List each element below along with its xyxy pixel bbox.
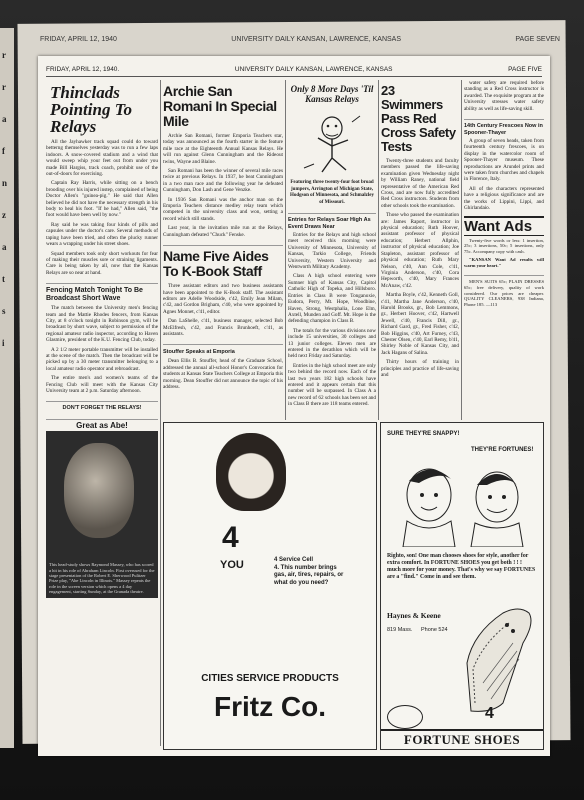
column-4 (381, 80, 459, 420)
shoe-ad-phone: Phone 524 (421, 627, 448, 633)
column-5 (464, 80, 544, 420)
masthead-date: FRIDAY, APRIL 12, 1940. (46, 65, 120, 73)
shoe-ad-store: Haynes & Keene (387, 611, 441, 620)
article-paragraph: Class A high school entering were Sumner high of Kansas City, Capitol Catholic High of Topeka, and Hillsboro. Entries in Class B were Tonganoxie, Eudora, Perry, Mt. Hope, Woodbine, Haven, Strong, Westphalia, Lone Elm, Axtell, Munden and Goff. Mt. Hope is the defending champion in Class B. (288, 273, 376, 325)
edge-letter: f (2, 146, 5, 156)
article-paragraph: Last year, in the invitation mile run at the Relays, Cunningham defeated "Chuck" Fenske. (163, 225, 283, 238)
divider (46, 397, 158, 402)
article-paragraph: All of the characters represented have a religious significance and are the works of Lippini, Lippi, and Ghirlandaio. (464, 185, 544, 212)
edge-letter: t (2, 274, 5, 284)
edge-letter: i (2, 338, 5, 348)
divider (163, 241, 283, 246)
article-paragraph: Martha Boyle, c'42, Kenneth Goll, c'41, Martha Jane Anderson, c'40, Harold Brooks, gr., Bob Lemmons, gr., Herbert Hoover, c'42, Hartwell Jewell, c'40, Francis Dill, gr., Richard Gard, gr., Fred Fisher, c'42, Bob Higgins, c'40, Art Furney, c'43, Chester Olsen, c'40, Earl Remy, b'41, Shirley Noble of Kansas City, and Jack Hagans of Salina. (381, 292, 459, 356)
ad-you: YOU (220, 559, 244, 571)
subheadline-frescoes: 14th Century Frescoes Now in Spooner-Thayer (464, 123, 543, 136)
portrait-face (64, 443, 134, 538)
underlying-date: FRIDAY, APRIL 12, 1940 (40, 36, 117, 43)
column-1 (46, 80, 158, 748)
cartoon-caption: Featuring three twenty-four foot broad jumpers, Arrington of Michigan State, Hodgson of Minnesota, and Schmalzley of Missouri. (289, 180, 375, 205)
article-paragraph: Those who passed the examination are: James Raport, instructor in physical education; Ruth Hoover, assistant professor of physical education; Herbert Allphin, instructor of physical education; Joe Stapleton, assistant professor of physical education; Ruth Mary Nelson, c'40, Ann Cole, c'41, Virginia Anderson, c'40, Cora Hepworth, c'40, Mary Frances McAnaw, c'42. (381, 212, 459, 289)
headline-swimmers: 23 Swimmers Pass Red Cross Safety Tests (381, 83, 456, 154)
divider (464, 115, 544, 120)
edge-letter: n (2, 178, 8, 188)
shoe-ad-brand: FORTUNE SHOES (381, 729, 543, 749)
subheadline-fencing: Fencing Match Tonight To Be Broadcast Short Wave (46, 287, 143, 303)
masthead (46, 62, 542, 77)
want-ads-rates: Twenty-five words or less: 1 insertion, 25c; 3 insertions, 50c; 5 insertions, only 75c. Accompany copy with cash. (464, 237, 544, 254)
ad-fritz-name: Fritz Co. (214, 691, 326, 722)
edge-letter: r (2, 82, 6, 92)
underlying-title: UNIVERSITY DAILY KANSAN, LAWRENCE, KANSAS (231, 36, 402, 43)
edge-letter: z (2, 210, 6, 220)
underlying-page-number: PAGE SEVEN (515, 36, 560, 43)
article-paragraph: The entire men's and women's teams of the Fencing Club will meet with the Kansas City University team at 2 p.m. Saturday afternoon. (46, 375, 158, 394)
want-ads-tagline: "KANSAN Want Ad results will warm your heart." (464, 257, 544, 268)
article-paragraph: A group of seven heads, taken from fourteenth century frescoes, is on display in the watercolor room of Spooner-Thayer museum. These reproductions are Arundel prints and were taken from churches and chapels in Florence, Italy. (464, 138, 544, 183)
divider (46, 415, 158, 420)
edge-letter: r (2, 50, 6, 60)
article-paragraph: The totals for the various divisions now include 15 universities, 30 colleges and 13 junior colleges. Eleven men are entered in the decathlon which will be held next Friday and Saturday. (288, 327, 376, 360)
column-rule (285, 80, 286, 420)
article-paragraph: Squad members took only short workouts for fear of making their muscles sore or straining ligaments. Care is being taken by all, now that the Kansas Relays are so near at hand. (46, 250, 158, 276)
article-paragraph: Entries for the Relays and high school meet received this morning were University of Minnesota, University of Kansas, Tarkio College, Friends University, Western University and Wentworth Military Academy. (288, 232, 376, 271)
massey-photo (46, 431, 158, 559)
column-2 (163, 80, 283, 420)
subheadline-entries: Entries for Relays Soar High As Event Draws Near (288, 217, 371, 230)
headline-thinclads: Thinclads Pointing To Relays (50, 83, 133, 136)
shoe-ad-headline-right: THEY'RE FORTUNES! (471, 447, 534, 453)
column-rule (378, 80, 379, 420)
newspaper-page (38, 56, 550, 756)
edge-letter: a (2, 114, 7, 124)
article-paragraph: Dean Ellis B. Stouffer, head of the Graduate School, addressed the annual all-school Honor's Convocation for students at Kansas State Teachers College at Emporia this morning. Dean Stouffer did not announce the topic of his address. (163, 358, 283, 390)
article-paragraph: Captain Ray Harris, while sitting on a bench brooding over his injured instep, complained of being Doctor Allen's "guinea-pig." He said that Allen believed he did not have the necessary strength in his body to heal his foot. "If he had," Allen said, "the foot would have been well by now." (46, 180, 158, 219)
fritz-co-ad (163, 422, 377, 750)
ad-woman-portrait (216, 433, 286, 511)
article-paragraph: Dan LaShelle, c'41, business manager, selected Bob McElfresh, c'42, and Francis Brunhoeft, c'41, as assistants. (163, 318, 283, 337)
masthead-title: UNIVERSITY DAILY KANSAN, LAWRENCE, KANSAS (234, 65, 393, 73)
article-paragraph: Thirty hours of training in principles and practice of life-saving and (381, 359, 459, 378)
shoe-ad-illustration (389, 455, 535, 547)
article-paragraph: Archie San Romani, former Emporia Teachers star, today was announced as the fourth starter in the feature mile race at the Eighteenth Annual Kansas Relays. He will run against Glenn Cunningham and the Rideout twins, Wayne and Blaine. (163, 133, 283, 165)
shoe-ad-copy: Righto, son! One man chooses shoes for style, another for extra comfort. In FORTUNE SHOES you get both ! ! ! much more for your money. That's why we say FORTUNES are a "find." Come in and see them. (387, 553, 536, 580)
divider (163, 340, 283, 345)
shoe-ad-price: 4 (485, 705, 494, 722)
left-page-edge (0, 28, 14, 748)
article-paragraph: Three assistant editors and two business assistants have been appointed to the K-Book staff. The assistant editors are Adelle Woodside, c'42, Emily Jean Milam, c'42, and Gordon Brigham, c'40, who were appointed by Agnes Monnet, c'41, editor. (163, 283, 283, 315)
article-paragraph: Ray said he was taking four kinds of pills and capsules under the doctor's care. Several methods of taping have been tried, and often the plucky runner wears a wrapping under his street shoes. (46, 221, 158, 248)
article-paragraph: Entries in the high school meet are only two behind the record now. Each of the last two years 182 high schools have entered and it appears certain that this number will be surpassed. In Class A a new record of 62 schools has been set and in Class B there are 118 teams entered. (288, 362, 376, 408)
style-seal (387, 705, 423, 729)
article-paragraph: A 2 1/2 meter portable transmitter will be installed at the scene of the match. Then the broadcast will be picked up by a 30 meter transmitter belonging to a local amateur radio operator and rebroadcast. (46, 346, 158, 372)
article-paragraph: San Romani has been the winner of several mile races twice at previous Relays. In 1937, he beat Cunningham in a two man race and the following year he defeated Cunningham, Don Lash and Gene Venzke. (163, 168, 283, 194)
divider (46, 279, 158, 284)
shoe-ad-address: 819 Mass. (387, 627, 413, 633)
subheadline-stouffer: Stouffer Speaks at Emporia (163, 349, 235, 356)
fortune-shoes-ad (380, 422, 544, 750)
shoe-illustration (453, 603, 539, 713)
photo-caption: This head-study shows Raymond Massey, who has scored a hit in his role of Abraham Lincoln. First overused for the stage presentation of the Robert E. Sherwood Pulitzer Prize play, "Abe Lincoln in Illinois." Massey repeats the role in the screen version which opens a 4 day engagement, starting Sunday, at the Granada theatre. (46, 559, 158, 597)
shoe-ad-headline-left: SURE THEY'RE SNAPPY! (387, 431, 460, 437)
divider (464, 271, 544, 276)
edge-letter: a (2, 242, 7, 252)
headline-san-romani: Archie San Romani In Special Mile (163, 83, 277, 129)
underlying-page-header (40, 36, 560, 50)
headline-k-book: Name Five Aides To K-Book Staff (163, 248, 269, 280)
headline-relays-countdown: Only 8 More Days 'Til Kansas Relays (290, 84, 374, 104)
column-3 (288, 80, 376, 420)
masthead-page: PAGE FIVE (508, 65, 542, 73)
edge-letter: s (2, 306, 6, 316)
article-paragraph: All the Jayhawker track squad could do toward betterng themselves yesterday was to run a few laps indoors. A snow-covered stadium and a wind that would sweep whip your feet out from under you made Bill Hargiss, track coach, prohibit use of the out-of-doors for exercising. (46, 139, 158, 178)
article-paragraph: water safety are required before standing as a Red Cross instructor is awarded. The exquisite program at the University stresses water safety ability as well as life-saving skill. (464, 80, 544, 112)
divider (288, 209, 376, 214)
want-ads-listing: MEN'S SUITS 65c; PLAIN DRESSES 65c; free delivery, quality of work considered. Our prices are cheaper. QUALITY CLEANERS, 938 Indiana, Phone 185. —113 (464, 279, 544, 307)
want-ads-title: Want Ads (464, 217, 533, 235)
relays-reminder: DON'T FORGET THE RELAYS! (62, 405, 142, 412)
article-paragraph: In 1936 San Romani was the anchor man on the Emporia Teachers distance medley relay team which competed in the university class and won, setting a record which still stands. (163, 196, 283, 222)
column-rule (160, 80, 161, 746)
column-rule (461, 80, 462, 420)
cartoon-jumper (288, 108, 376, 178)
ad-title-great-as-abe: Great as Abe! (76, 420, 128, 430)
ad-copy (274, 557, 344, 587)
article-paragraph: The match between the University men's fencing team and the Mattie Rhodes fencers, from Kansas City, at 8 o'clock tonight in Robinson gym, will be broadcast by short wave, subject to permission of the regional amateur radio inspector, according to Haven Glasmire, president of the K.U. Fencing Club, today. (46, 305, 158, 344)
ad-copy-line: 4 Service Cell (274, 557, 314, 563)
article-paragraph: Twenty-three students and faculty members passed the life-saving examination given Wednesday night by William Raney, national field representative of the American Red Cross, and are now fully accredited Red Cross instructors. Students from other schools took the examination. (381, 158, 459, 209)
ad-copy-line: 4. This number brings gas, air, tires, repairs, or what do you need? (274, 564, 344, 586)
ad-company: CITIES SERVICE PRODUCTS (201, 673, 339, 684)
ad-big-number: 4 (222, 521, 239, 554)
